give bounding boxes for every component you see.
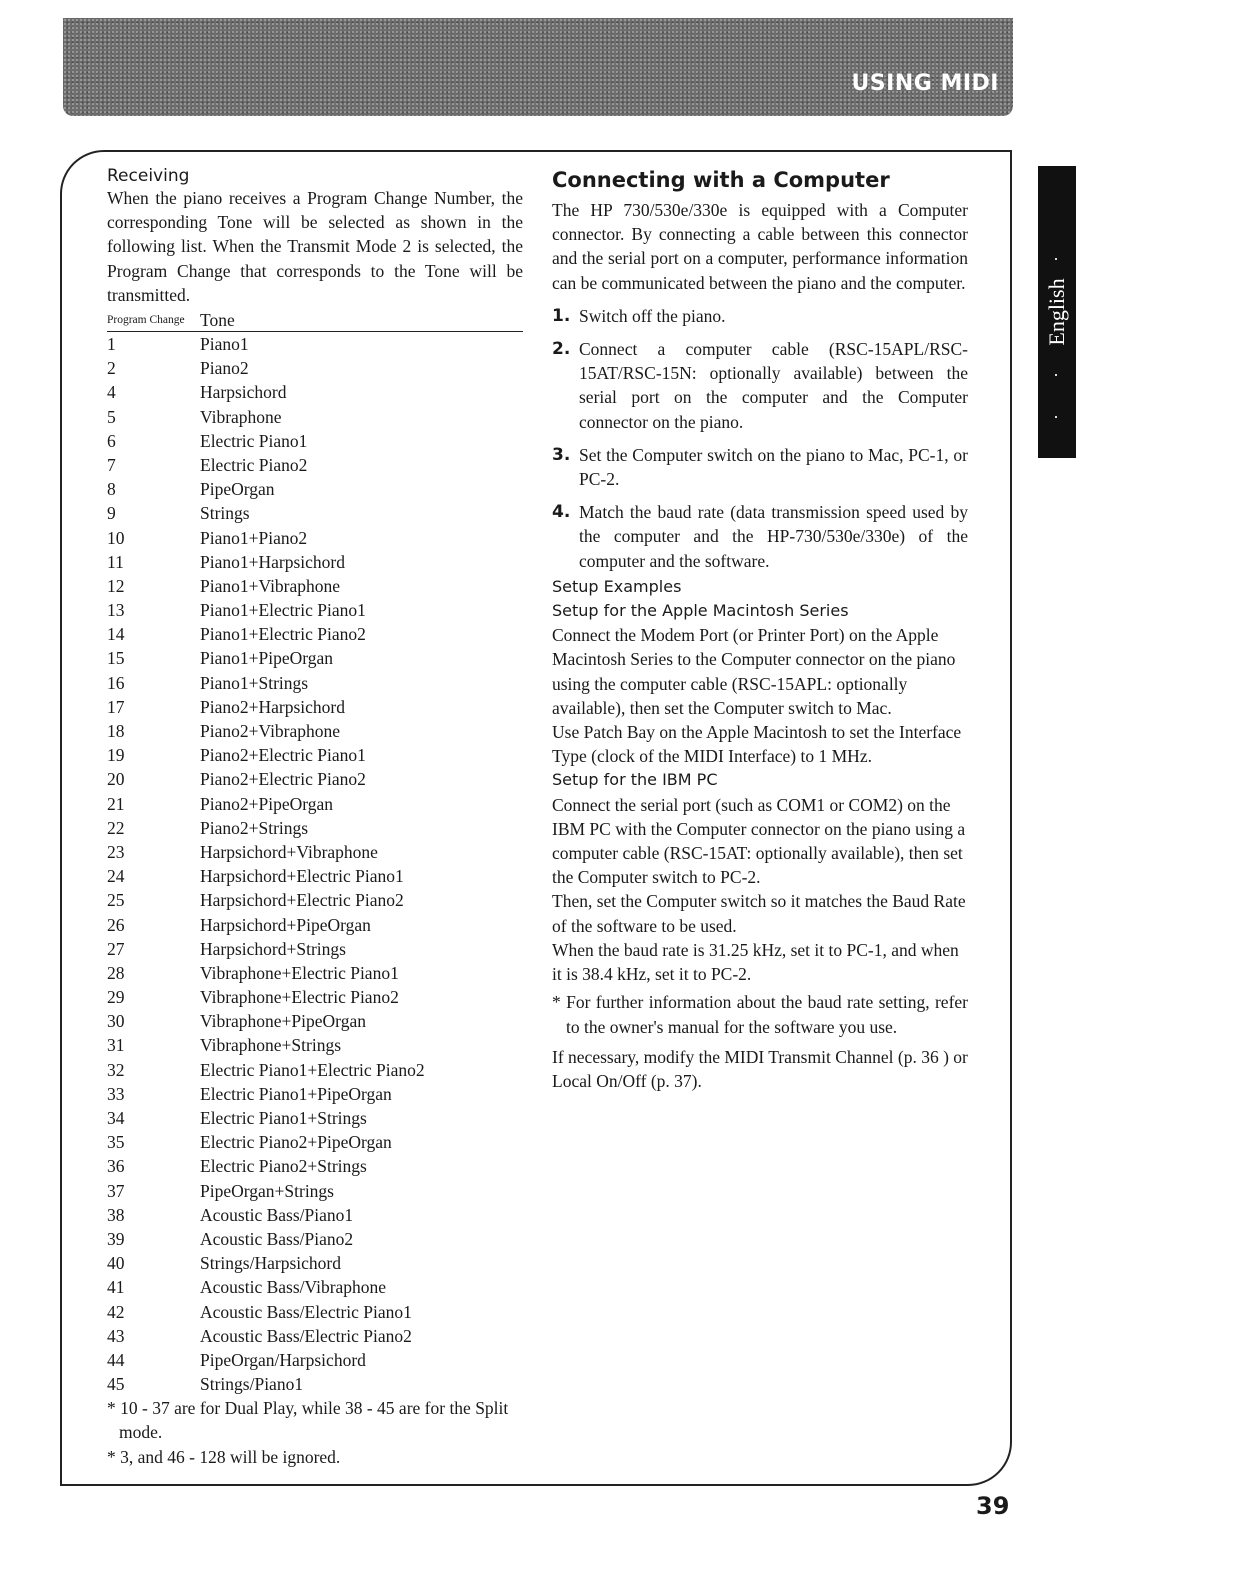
- program-change-number: 21: [107, 793, 125, 814]
- receiving-section: [107, 166, 523, 1469]
- tone-name: Piano2+Electric Piano2: [200, 769, 366, 790]
- program-change-number: 24: [107, 866, 125, 887]
- program-change-number: 22: [107, 817, 125, 838]
- tone-name: Piano2: [200, 358, 249, 379]
- program-change-number: 8: [107, 479, 116, 500]
- tone-name: Harpsichord: [200, 382, 287, 403]
- program-change-number: 5: [107, 406, 116, 427]
- program-change-number: 31: [107, 1035, 125, 1056]
- table-row: [107, 1251, 523, 1275]
- program-change-number: 29: [107, 987, 125, 1008]
- table-row: [107, 477, 523, 501]
- tone-name: Harpsichord+Strings: [200, 938, 346, 959]
- tone-name: PipeOrgan+Strings: [200, 1180, 334, 1201]
- table-row: [107, 1227, 523, 1251]
- tone-name: Acoustic Bass/Vibraphone: [200, 1277, 387, 1298]
- table-row: [107, 1009, 523, 1033]
- tone-name: Harpsichord+PipeOrgan: [200, 914, 371, 935]
- connecting-title: Connecting with a Computer: [552, 168, 890, 192]
- table-row: [107, 864, 523, 888]
- step-number: 4.: [552, 502, 571, 523]
- tone-name: Electric Piano2: [200, 454, 308, 475]
- table-row: [107, 695, 523, 719]
- table-row: [107, 1179, 523, 1203]
- footnote: * 10 - 37 are for Dual Play, while 38 - 45 are for the Split mode.: [107, 1398, 509, 1443]
- connecting-intro: The HP 730/530e/330e is equipped with a Computer connector. By connecting a cable between this connector and the serial port on a computer, performance information can be communicated between the piano and the computer.: [552, 200, 968, 293]
- tone-name: Electric Piano1: [200, 430, 308, 451]
- program-change-number: 18: [107, 721, 125, 742]
- tone-name: Electric Piano1+Electric Piano2: [200, 1059, 425, 1080]
- table-row: [107, 743, 523, 767]
- program-change-number: 40: [107, 1253, 125, 1274]
- tone-name: Strings/Harpsichord: [200, 1253, 341, 1274]
- program-change-number: 10: [107, 527, 125, 548]
- ibm-setup-text: When the baud rate is 31.25 kHz, set it to PC-1, and when it is 38.4 kHz, set it to PC-2.: [552, 939, 959, 985]
- tone-name: Piano1+Strings: [200, 672, 309, 693]
- receiving-heading: Receiving: [107, 166, 190, 186]
- table-row: [107, 1058, 523, 1082]
- step-text: Match the baud rate (data transmission speed used by the computer and the HP-730/530e/330e) of the computer and the software.: [579, 502, 968, 571]
- tone-name: Vibraphone: [200, 406, 282, 427]
- program-change-number: 28: [107, 962, 125, 983]
- tone-name: Piano1+Vibraphone: [200, 575, 341, 596]
- program-change-number: 37: [107, 1180, 125, 1201]
- table-row: [107, 380, 523, 404]
- program-change-number: 32: [107, 1059, 125, 1080]
- mac-setup-text: Connect the Modem Port (or Printer Port) on the Apple Macintosh Series to the Computer connector on the piano using the computer cable (RSC-15APL: optionally available), then set the Computer switch to Mac.: [552, 625, 956, 718]
- step-item: [552, 443, 968, 491]
- tone-name: Strings/Piano1: [200, 1374, 304, 1395]
- table-row: [107, 429, 523, 453]
- program-change-number: 17: [107, 696, 125, 717]
- table-row: [107, 1082, 523, 1106]
- program-change-number: 13: [107, 600, 125, 621]
- program-change-number: 6: [107, 430, 116, 451]
- program-change-number: 34: [107, 1108, 125, 1129]
- tone-name: Piano2+Electric Piano1: [200, 745, 366, 766]
- program-change-number: 41: [107, 1277, 125, 1298]
- step-item: [552, 500, 968, 573]
- tone-name: Piano1+Harpsichord: [200, 551, 345, 572]
- table-row: [107, 719, 523, 743]
- program-change-number: 9: [107, 503, 116, 524]
- table-row: [107, 598, 523, 622]
- column-header-tone: Tone: [200, 310, 235, 331]
- ibm-setup-text: Then, set the Computer switch so it matches the Baud Rate of the software to be used.: [552, 891, 966, 936]
- program-change-number: 33: [107, 1083, 125, 1104]
- tone-name: Vibraphone+Electric Piano1: [200, 962, 399, 983]
- program-change-number: 26: [107, 914, 125, 935]
- program-change-number: 43: [107, 1325, 125, 1346]
- table-row: [107, 1130, 523, 1154]
- program-change-number: 19: [107, 745, 125, 766]
- table-row: [107, 501, 523, 525]
- program-change-number: 12: [107, 575, 125, 596]
- receiving-intro: When the piano receives a Program Change Number, the corresponding Tone will be selected as shown in the following list. When the Transmit Mode 2 is selected, the Program Change that corresponds to the Tone will be transmitted.: [107, 188, 523, 305]
- program-change-number: 15: [107, 648, 125, 669]
- program-change-number: 42: [107, 1301, 125, 1322]
- table-row: [107, 840, 523, 864]
- closing-text: If necessary, modify the MIDI Transmit Channel (p. 36 ) or Local On/Off (p. 37).: [552, 1046, 968, 1091]
- table-row: [107, 1372, 523, 1396]
- tone-name: Strings: [200, 503, 250, 524]
- program-change-number: 38: [107, 1204, 125, 1225]
- tone-name: Piano2+Harpsichord: [200, 696, 345, 717]
- tab-tick-mark: [1055, 374, 1057, 376]
- program-change-number: 23: [107, 841, 125, 862]
- table-row: [107, 405, 523, 429]
- tone-name: Acoustic Bass/Piano1: [200, 1204, 354, 1225]
- header-banner: [63, 18, 1013, 116]
- connecting-section: [552, 166, 968, 1093]
- table-row: [107, 1300, 523, 1324]
- table-row: [107, 526, 523, 550]
- step-number: 2.: [552, 339, 571, 360]
- table-row: [107, 937, 523, 961]
- table-row: [107, 961, 523, 985]
- tone-name: Acoustic Bass/Piano2: [200, 1228, 354, 1249]
- tone-name: Harpsichord+Electric Piano1: [200, 866, 404, 887]
- baud-rate-note: * For further information about the baud rate setting, refer to the owner's manual for the software you use.: [552, 992, 968, 1037]
- program-change-number: 20: [107, 769, 125, 790]
- tab-tick-mark: [1055, 258, 1057, 260]
- table-row: [107, 671, 523, 695]
- step-text: Switch off the piano.: [579, 305, 726, 326]
- table-row: [107, 888, 523, 912]
- program-change-number: 16: [107, 672, 125, 693]
- tone-name: Piano1+Electric Piano1: [200, 600, 366, 621]
- program-change-number: 44: [107, 1349, 125, 1370]
- program-change-number: 36: [107, 1156, 125, 1177]
- footnote: * 3, and 46 - 128 will be ignored.: [107, 1446, 341, 1467]
- language-tab: [1038, 166, 1076, 458]
- tone-name: PipeOrgan/Harpsichord: [200, 1349, 366, 1370]
- table-row: [107, 646, 523, 670]
- mac-setup-heading: Setup for the Apple Macintosh Series: [552, 601, 849, 621]
- table-row: [107, 1033, 523, 1057]
- ibm-setup-text: Connect the serial port (such as COM1 or COM2) on the IBM PC with the Computer connector on the piano using a computer cable (RSC-15AT: optionally available), then set the Computer switch to PC-2.: [552, 794, 966, 888]
- setup-examples-heading: Setup Examples: [552, 576, 682, 596]
- table-row: [107, 1348, 523, 1372]
- tone-name: Electric Piano2+PipeOrgan: [200, 1132, 392, 1153]
- tab-tick-mark: [1055, 416, 1057, 418]
- program-change-number: 45: [107, 1374, 125, 1395]
- tone-name: Vibraphone+Strings: [200, 1035, 342, 1056]
- table-row: [107, 816, 523, 840]
- steps-list: [552, 304, 968, 573]
- step-number: 3.: [552, 444, 571, 465]
- tone-name: Piano2+Vibraphone: [200, 721, 341, 742]
- tone-name: Harpsichord+Vibraphone: [200, 841, 378, 862]
- program-change-number: 27: [107, 938, 125, 959]
- step-number: 1.: [552, 305, 571, 326]
- tone-name: Piano2+PipeOrgan: [200, 793, 334, 814]
- table-row: [107, 622, 523, 646]
- program-change-number: 39: [107, 1228, 125, 1249]
- tone-name: Electric Piano1+Strings: [200, 1108, 367, 1129]
- tone-name: Piano2+Strings: [200, 817, 309, 838]
- program-change-number: 11: [107, 551, 124, 572]
- program-change-number: 14: [107, 624, 125, 645]
- table-row: [107, 1154, 523, 1178]
- program-change-number: 2: [107, 358, 116, 379]
- table-row: [107, 550, 523, 574]
- step-text: Connect a computer cable (RSC-15APL/RSC-15AT/RSC-15N: optionally available) between the serial port on the computer and the Computer connector on the piano.: [579, 339, 968, 432]
- tone-name: Piano1: [200, 334, 249, 355]
- step-text: Set the Computer switch on the piano to Mac, PC-1, or PC-2.: [579, 444, 968, 490]
- tone-name: Electric Piano2+Strings: [200, 1156, 367, 1177]
- tone-name: Vibraphone+Electric Piano2: [200, 987, 399, 1008]
- table-row: [107, 913, 523, 937]
- tone-name: Acoustic Bass/Electric Piano1: [200, 1301, 412, 1322]
- tone-name: Acoustic Bass/Electric Piano2: [200, 1325, 412, 1346]
- tone-name: Piano1+PipeOrgan: [200, 648, 334, 669]
- tone-name: Piano1+Piano2: [200, 527, 308, 548]
- table-row: [107, 985, 523, 1009]
- program-change-number: 25: [107, 890, 125, 911]
- program-change-number: 1: [107, 334, 116, 355]
- language-tab-label: English: [1044, 278, 1069, 346]
- tone-name: Harpsichord+Electric Piano2: [200, 890, 404, 911]
- step-item: [552, 304, 968, 328]
- table-row: [107, 1106, 523, 1130]
- column-header-program-change: Program Change: [107, 314, 185, 327]
- table-row: [107, 356, 523, 380]
- program-change-number: 4: [107, 382, 116, 403]
- tone-name: PipeOrgan: [200, 479, 275, 500]
- tone-table-header: [107, 309, 523, 332]
- section-title: USING MIDI: [851, 71, 999, 96]
- tone-name: Vibraphone+PipeOrgan: [200, 1011, 366, 1032]
- tone-table-body: [107, 332, 523, 1396]
- table-row: [107, 1203, 523, 1227]
- page-number: 39: [976, 1492, 1010, 1520]
- table-row: [107, 332, 523, 356]
- table-row: [107, 1324, 523, 1348]
- tone-name: Piano1+Electric Piano2: [200, 624, 366, 645]
- table-row: [107, 792, 523, 816]
- table-row: [107, 767, 523, 791]
- program-change-number: 7: [107, 454, 116, 475]
- table-row: [107, 453, 523, 477]
- table-row: [107, 574, 523, 598]
- tone-name: Electric Piano1+PipeOrgan: [200, 1083, 392, 1104]
- step-item: [552, 337, 968, 434]
- ibm-setup-heading: Setup for the IBM PC: [552, 770, 718, 790]
- program-change-number: 30: [107, 1011, 125, 1032]
- program-change-number: 35: [107, 1132, 125, 1153]
- table-row: [107, 1275, 523, 1299]
- mac-setup-text: Use Patch Bay on the Apple Macintosh to set the Interface Type (clock of the MIDI Interface) to 1 MHz.: [552, 722, 962, 767]
